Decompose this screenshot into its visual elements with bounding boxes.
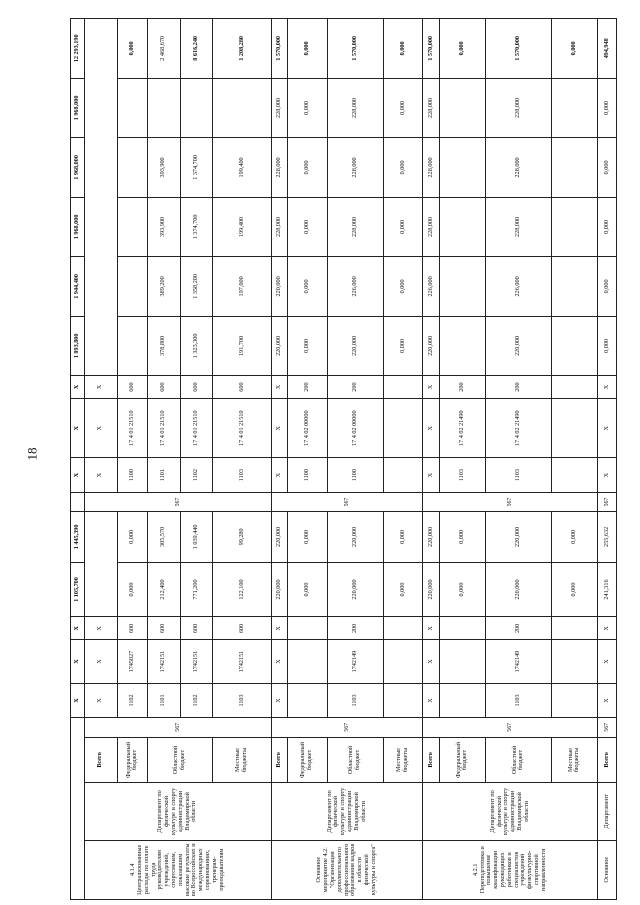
cell: 1101 — [147, 683, 180, 717]
cell — [439, 683, 486, 717]
page-number: 18 — [24, 447, 40, 461]
cell — [287, 683, 327, 717]
x-cell: X — [271, 398, 287, 457]
cell: 2 468,670 — [147, 19, 180, 79]
cell: 1 039,440 — [180, 512, 213, 562]
cell: 0,000 — [551, 562, 598, 617]
cell: 0,000 — [383, 316, 423, 375]
cell: 1103 — [486, 458, 551, 492]
x-cell: X — [598, 376, 617, 399]
cell: 220,000 — [327, 562, 383, 617]
cell: 1100 — [287, 458, 327, 492]
cell — [180, 78, 213, 137]
cell: 1102 — [180, 683, 213, 717]
cell — [551, 138, 598, 197]
cell — [383, 398, 423, 457]
cell — [439, 257, 486, 316]
cell: 0,000 — [383, 197, 423, 256]
cell: 0,000 — [551, 512, 598, 562]
activity-name: 4.1.4 Централизованные расходы по оплате труда руководителям учреждений, спортсменам, показавшим высокие результаты во Всероссийских и международных соревнованиях, тренерам-преподавателям — [85, 840, 272, 899]
cell — [147, 78, 180, 137]
cell — [117, 197, 147, 256]
cell: 220,000 — [423, 512, 439, 562]
x-cell: X — [71, 458, 85, 492]
cell: 17 4 02 00000 — [327, 398, 383, 457]
cell — [439, 640, 486, 683]
rotated-table-container — [70, 18, 617, 900]
cell: 220,000 — [327, 512, 383, 562]
x-cell: X — [271, 458, 287, 492]
cell: 771,200 — [180, 562, 213, 617]
cell: 0,000 — [287, 78, 327, 137]
cell — [439, 138, 486, 197]
cell: 389,200 — [147, 257, 180, 316]
cell: 0,000 — [117, 512, 147, 562]
cell: 228,000 — [271, 78, 287, 137]
cell: 220,000 — [423, 562, 439, 617]
x-cell: X — [423, 398, 439, 457]
cell: 600 — [180, 617, 213, 640]
cell — [439, 78, 486, 137]
cell: 600 — [213, 617, 271, 640]
budget-source: Областной бюджет — [327, 737, 383, 783]
cell: 228,000 — [327, 138, 383, 197]
table-row — [85, 19, 118, 900]
x-cell: X — [71, 376, 85, 399]
cell: 212,400 — [147, 562, 180, 617]
table-row — [271, 19, 287, 900]
cell — [551, 617, 598, 640]
cell: 0,000 — [598, 257, 617, 316]
cell: 0,000 — [439, 19, 486, 79]
x-cell: X — [271, 640, 287, 683]
cell: 0,000 — [383, 512, 423, 562]
table-row — [327, 19, 383, 900]
cell: 600 — [117, 376, 147, 399]
cell: 1103 — [327, 683, 383, 717]
cell: 17 4 01 21510 — [147, 398, 180, 457]
cell: 0,000 — [117, 19, 147, 79]
cell: 1742149 — [327, 640, 383, 683]
cell: 1103 — [439, 458, 486, 492]
cell: 228,000 — [423, 78, 439, 137]
cell: 226,000 — [486, 257, 551, 316]
cell: 305,570 — [147, 512, 180, 562]
cell — [551, 78, 598, 137]
cell: 220,000 — [486, 316, 551, 375]
cell: 0,000 — [287, 19, 327, 79]
header-value: 1 944,400 — [71, 257, 85, 316]
cell: 228,000 — [271, 138, 287, 197]
x-cell: X — [423, 458, 439, 492]
cell — [551, 458, 598, 492]
cell: 228,000 — [423, 138, 439, 197]
cell: 197,000 — [213, 257, 271, 316]
cell: 17 4 01 21510 — [213, 398, 271, 457]
cell: 1742151 — [180, 640, 213, 683]
header-value: 12 293,190 — [71, 19, 85, 79]
blank-cell — [85, 19, 118, 376]
budget-source: Областной бюджет — [147, 737, 212, 783]
x-cell: X — [85, 640, 118, 683]
ministry-code: 567 — [271, 718, 423, 737]
cell: 600 — [180, 376, 213, 399]
x-cell: X — [85, 398, 118, 457]
cell: 1 323,300 — [180, 316, 213, 375]
cell: 494,948 — [598, 19, 617, 79]
x-cell: X — [598, 683, 617, 717]
total-label: Всего — [85, 737, 118, 783]
table-row — [287, 19, 327, 900]
cell: 8 616,240 — [180, 19, 213, 79]
x-cell: X — [85, 376, 118, 399]
x-cell: X — [423, 376, 439, 399]
cell — [439, 316, 486, 375]
header-row — [71, 19, 85, 900]
cell: 200 — [486, 617, 551, 640]
cell: 200 — [486, 376, 551, 399]
responsible-dept: Департамент по физической культуре и спорту администрации Владимирской области — [423, 783, 598, 840]
table-row — [423, 19, 439, 900]
cell — [383, 617, 423, 640]
cell: 1100 — [327, 458, 383, 492]
total-label: Всего — [271, 737, 287, 783]
cell — [439, 617, 486, 640]
cell: 1 570,000 — [271, 19, 287, 79]
cell: 1 570,000 — [423, 19, 439, 79]
cell — [551, 376, 598, 399]
cell: 0,000 — [287, 316, 327, 375]
cell: 600 — [147, 376, 180, 399]
cell: 1742151 — [147, 640, 180, 683]
budget-source: Местные бюджеты — [383, 737, 423, 783]
cell: 0,000 — [439, 562, 486, 617]
cell: 600 — [147, 617, 180, 640]
table-row — [117, 19, 147, 900]
cell: 228,000 — [486, 138, 551, 197]
budget-source: Областной бюджет — [486, 737, 551, 783]
cell: 200 — [439, 376, 486, 399]
cell: 0,000 — [598, 78, 617, 137]
cell: 200 — [327, 376, 383, 399]
cell: 1103 — [213, 458, 271, 492]
budget-source: Местные бюджеты — [551, 737, 598, 783]
responsible-dept: Департамент по физической культуре и спорту администрации Владимирской области — [85, 783, 272, 840]
cell: 220,000 — [271, 316, 287, 375]
cell — [287, 640, 327, 683]
cell: 220,000 — [486, 512, 551, 562]
cell: 220,000 — [423, 316, 439, 375]
cell: 0,000 — [287, 512, 327, 562]
table-row — [439, 19, 486, 900]
cell: 1 208,280 — [213, 19, 271, 79]
header-value: 1 893,800 — [71, 316, 85, 375]
cell — [551, 640, 598, 683]
budget-source: Федеральный бюджет — [117, 737, 147, 783]
responsible-dept: Департамент по физической культуре и спорту администрации Владимирской области — [271, 783, 423, 840]
cell — [439, 197, 486, 256]
cell — [383, 376, 423, 399]
cell: 241,316 — [598, 562, 617, 617]
ministry-code: 567 — [598, 718, 617, 737]
cell: 17 4 02 21490 — [486, 398, 551, 457]
cell — [551, 683, 598, 717]
cell: 378,800 — [147, 316, 180, 375]
cell — [551, 257, 598, 316]
cell: 199,400 — [213, 138, 271, 197]
activity-name: Основное мероприятие 4.2. "Организация дополнительного профессионального образования кадров в области физической культуры и спорта" — [271, 840, 423, 899]
cell: 0,000 — [117, 562, 147, 617]
cell: 228,000 — [423, 197, 439, 256]
cell: 0,000 — [439, 512, 486, 562]
cell: 220,000 — [271, 512, 287, 562]
header-blank — [71, 718, 85, 900]
cell: 0,000 — [383, 138, 423, 197]
header-value: 1 445,390 — [71, 512, 85, 562]
cell — [551, 398, 598, 457]
cell: 226,000 — [423, 257, 439, 316]
cell: 1 570,000 — [327, 19, 383, 79]
cell: 1102 — [117, 683, 147, 717]
cell: 0,000 — [551, 19, 598, 79]
x-cell: X — [271, 683, 287, 717]
budget-table — [70, 18, 617, 900]
cell: 0,000 — [598, 138, 617, 197]
table-row — [551, 19, 598, 900]
table-row — [383, 19, 423, 900]
table-row — [213, 19, 271, 900]
x-cell: X — [71, 640, 85, 683]
total-label: Всего — [598, 737, 617, 783]
cell: 1102 — [180, 458, 213, 492]
total-label: Всего — [423, 737, 439, 783]
cell: 0,000 — [383, 19, 423, 79]
cell: 0,000 — [383, 78, 423, 137]
cell: 228,000 — [486, 197, 551, 256]
rotated-page — [70, 18, 617, 900]
table-row — [147, 19, 180, 900]
cell: 0,000 — [598, 197, 617, 256]
cell: 226,000 — [327, 257, 383, 316]
cell — [213, 78, 271, 137]
cell: 0,000 — [287, 257, 327, 316]
activity-name: 4.2.1 Переподготовка и повышение квалификации руководящих работников и специалистов учреждений физкультурно-спортивной направленности — [423, 840, 598, 899]
cell: 99,280 — [213, 512, 271, 562]
cell: 600 — [213, 376, 271, 399]
cell — [383, 683, 423, 717]
cell: 17 4 01 21510 — [180, 398, 213, 457]
cell — [287, 617, 327, 640]
header-value: 1 968,000 — [71, 197, 85, 256]
cell: 1101 — [147, 458, 180, 492]
x-cell: X — [423, 617, 439, 640]
cell: 1103 — [486, 683, 551, 717]
cell: 1100 — [117, 458, 147, 492]
ministry-code: 567 — [423, 492, 598, 511]
blank-cell — [85, 512, 118, 617]
cell: 1103 — [213, 683, 271, 717]
cell: 1 570,000 — [486, 19, 551, 79]
cell: 393,900 — [147, 138, 180, 197]
x-cell: X — [71, 683, 85, 717]
budget-source: Федеральный бюджет — [439, 737, 486, 783]
x-cell: X — [85, 458, 118, 492]
cell — [383, 640, 423, 683]
ministry-code: 567 — [598, 492, 617, 511]
budget-source: Федеральный бюджет — [287, 737, 327, 783]
cell: 0,000 — [598, 316, 617, 375]
cell: 393,900 — [147, 197, 180, 256]
cell: 228,000 — [327, 197, 383, 256]
cell: 1745027 — [117, 640, 147, 683]
header-blank — [71, 492, 85, 511]
cell — [551, 197, 598, 256]
cell: 200 — [327, 617, 383, 640]
cell: 0,000 — [287, 197, 327, 256]
cell — [117, 138, 147, 197]
cell: 228,000 — [271, 197, 287, 256]
cell: 17 4 02 21490 — [439, 398, 486, 457]
cell: 220,000 — [271, 562, 287, 617]
cell: 1 374,700 — [180, 197, 213, 256]
x-cell: X — [598, 640, 617, 683]
x-cell: X — [598, 398, 617, 457]
cell — [117, 78, 147, 137]
cell: 0,000 — [383, 257, 423, 316]
cell: 0,000 — [287, 138, 327, 197]
cell — [117, 316, 147, 375]
x-cell: X — [71, 617, 85, 640]
ministry-code: 567 — [271, 492, 423, 511]
cell: 1 374,700 — [180, 138, 213, 197]
x-cell: X — [423, 640, 439, 683]
header-value: 1 968,000 — [71, 138, 85, 197]
cell — [551, 316, 598, 375]
x-cell: X — [85, 683, 118, 717]
cell — [383, 458, 423, 492]
cell: 17 4 01 21510 — [117, 398, 147, 457]
ministry-code: 567 — [85, 718, 272, 737]
cell: 199,400 — [213, 197, 271, 256]
cell: 17 4 02 00000 — [287, 398, 327, 457]
cell: 1742151 — [213, 640, 271, 683]
cell: 228,000 — [327, 78, 383, 137]
x-cell: X — [598, 617, 617, 640]
cell: 1742149 — [486, 640, 551, 683]
x-cell: X — [271, 617, 287, 640]
responsible-dept: Департамент — [598, 783, 617, 840]
ministry-code: 567 — [85, 492, 272, 511]
table-row — [486, 19, 551, 900]
header-value: 1 968,000 — [71, 78, 85, 137]
cell: 1 358,200 — [180, 257, 213, 316]
cell: 122,100 — [213, 562, 271, 617]
x-cell: X — [271, 376, 287, 399]
x-cell: X — [71, 398, 85, 457]
ministry-code: 567 — [423, 718, 598, 737]
cell: 220,000 — [271, 257, 287, 316]
x-cell: X — [598, 458, 617, 492]
cell: 600 — [117, 617, 147, 640]
x-cell: X — [85, 617, 118, 640]
cell: 191,700 — [213, 316, 271, 375]
cell — [117, 257, 147, 316]
cell: 220,000 — [327, 316, 383, 375]
cell: 200 — [287, 376, 327, 399]
table-row — [598, 19, 617, 900]
cell: 220,000 — [486, 562, 551, 617]
header-value: 1 105,700 — [71, 562, 85, 617]
budget-source: Местные бюджеты — [213, 737, 271, 783]
x-cell: X — [423, 683, 439, 717]
cell: 228,000 — [486, 78, 551, 137]
cell: 0,000 — [383, 562, 423, 617]
cell: 255,632 — [598, 512, 617, 562]
cell: 0,000 — [287, 562, 327, 617]
activity-name: Основное — [598, 840, 617, 899]
